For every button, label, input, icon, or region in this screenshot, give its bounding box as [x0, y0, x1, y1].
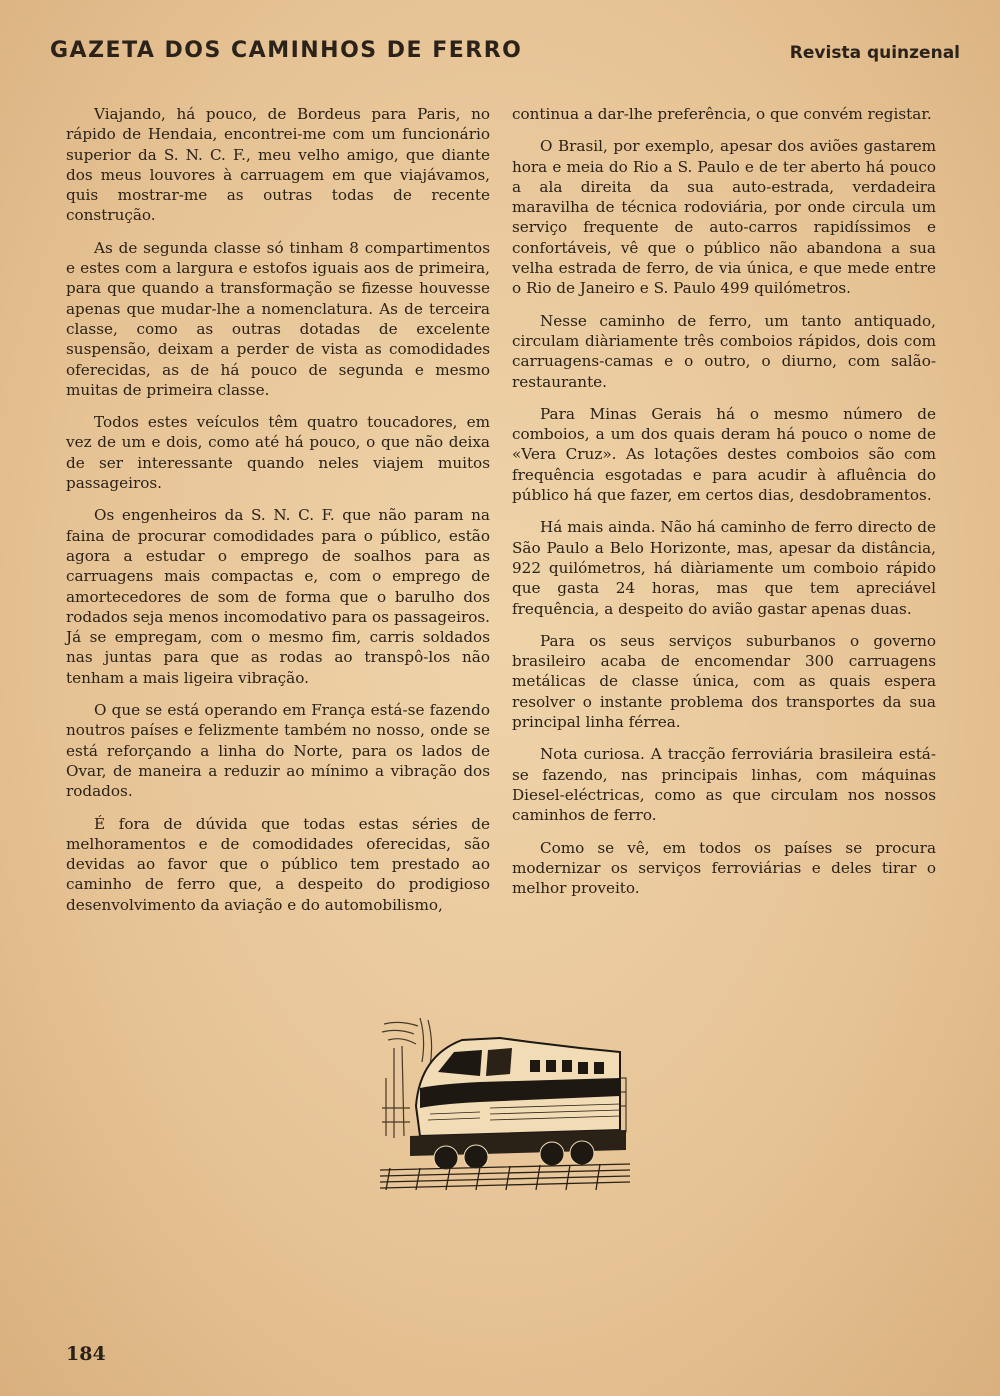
page-number: 184 [66, 1343, 106, 1365]
paragraph: Viajando, há pouco, de Bordeus para Paris, no rápido de Hendaia, encontrei-me com um funcionário superior da S. N. C. F., meu velho amigo, que diante dos meus louvores à carruagem em que viajávamos, quis mostrar-me as outras todas de recente construção. [66, 105, 490, 225]
paragraph: Como se vê, em todos os países se procura modernizar os serviços ferroviárias e deles tirar o melhor proveito. [512, 838, 936, 898]
paragraph: Os engenheiros da S. N. C. F. que não param na faina de procurar comodidades para o público, estão agora a estudar o emprego de soalhos para as carruagens mais compactas e, com o emprego de amortecedores de som de forma que o barulho dos rodados seja menos incomodativo para os passageiros. Já se empregam, com o mesmo fim, carris soldados nas juntas para que as rodas ao transpô-los não tenham a mais ligeira vibração. [66, 506, 490, 687]
paragraph: Para os seus serviços suburbanos o governo brasileiro acaba de encomendar 300 carruagens metálicas de classe única, com as quais espera resolver o instante problema dos transportes da sua principal linha férrea. [512, 631, 936, 732]
magazine-title: GAZETA DOS CAMINHOS DE FERRO [50, 38, 523, 63]
magazine-subtitle: Revista quinzenal [789, 43, 960, 63]
paragraph: É fora de dúvida que todas estas séries de melhoramentos e de comodidades oferecidas, são devidas ao favor que o público tem prestado ao caminho de ferro que, a despeito do prodigioso desenvolvimento da aviação e do automobilismo, [66, 814, 490, 914]
paragraph: continua a dar-lhe preferência, o que convém registar. [512, 105, 932, 123]
paragraph: As de segunda classe só tinham 8 compartimentos e estes com a largura e estofos iguais aos de primeira, para que quando a transformação se fizesse houvesse apenas que mudar-lhe a nomenclatura. As de terceira classe, como as outras dotadas de excelente suspensão, deixam a perder de vista as comodidades oferecidas, as de há pouco de segunda e mesmo muitas de primeira classe. [66, 238, 490, 399]
diesel-locomotive-icon [380, 1018, 630, 1190]
paragraph: Para Minas Gerais há o mesmo número de comboios, a um dos quais deram há pouco o nome de «Vera Cruz». As lotações destes comboios são com frequência esgotadas e para acudir à afluência do público há que fazer, em certos dias, desdobramentos. [512, 404, 936, 505]
paragraph: O que se está operando em França está-se fazendo noutros países e felizmente também no nosso, onde se está reforçando a linha do Norte, para os lados de Ovar, de maneira a reduzir ao mínimo a vibração dos rodados. [66, 701, 490, 801]
right-column [512, 104, 936, 910]
paragraph: O Brasil, por exemplo, apesar dos aviões gastarem hora e meia do Rio a S. Paulo e de ter aberto há pouco a ala direita da sua auto-estrada, verdadeira maravilha de técnica rodoviária, por onde circula um serviço frequente de auto-carros rapidíssimos e confortáveis, vê que o público não abandona a sua velha estrada de ferro, de via única, e que mede entre o Rio de Janeiro e S. Paulo 499 quilómetros. [512, 137, 936, 298]
left-column [66, 104, 490, 927]
paragraph: Nesse caminho de ferro, um tanto antiquado, circulam diàriamente três comboios rápidos, dois com carruagens-camas e o outro, o diurno, com salão-restaurante. [512, 311, 936, 391]
paragraph: Todos estes veículos têm quatro toucadores, em vez de um e dois, como até há pouco, o que não deixa de ser interessante quando neles viajem muitos passageiros. [66, 413, 490, 493]
paragraph: Há mais ainda. Não há caminho de ferro directo de São Paulo a Belo Horizonte, mas, apesar da distância, 922 quilómetros, há diàriamente um comboio rápido que gasta 24 horas, mas que tem apreciável frequência, a despeito do avião gastar apenas duas. [512, 518, 936, 618]
paragraph: Nota curiosa. A tracção ferroviária brasileira está-se fazendo, nas principais linhas, com máquinas Diesel-eléctricas, como as que circulam nos nossos caminhos de ferro. [512, 745, 936, 825]
